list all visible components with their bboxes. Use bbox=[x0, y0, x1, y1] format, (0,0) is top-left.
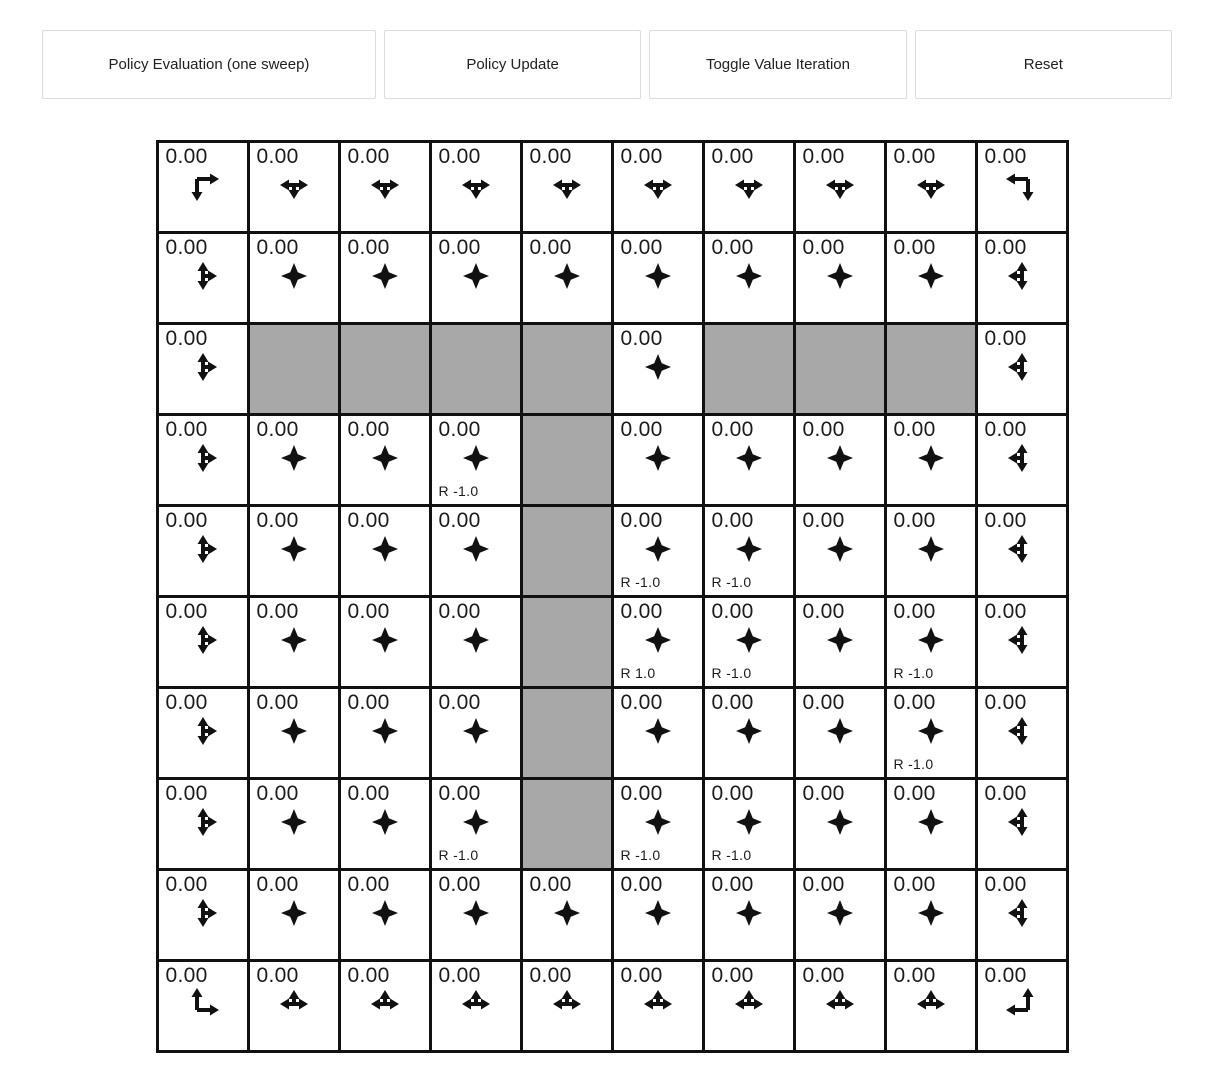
policy-arrows-icon bbox=[250, 259, 338, 293]
state-cell bbox=[887, 598, 978, 689]
state-cell bbox=[887, 507, 978, 598]
policy-arrows-icon bbox=[159, 441, 247, 475]
state-cell bbox=[887, 234, 978, 325]
reward-label: R -1.0 bbox=[711, 665, 752, 681]
state-value: 0.00 bbox=[893, 691, 936, 714]
state-value: 0.00 bbox=[893, 145, 936, 168]
state-value: 0.00 bbox=[984, 782, 1027, 805]
reward-label: R -1.0 bbox=[893, 756, 934, 772]
policy-arrows-icon bbox=[887, 623, 975, 657]
state-cell bbox=[341, 143, 432, 234]
policy-arrows-icon bbox=[432, 259, 520, 293]
policy-arrows-icon bbox=[250, 896, 338, 930]
state-value: 0.00 bbox=[347, 418, 390, 441]
state-cell bbox=[159, 871, 250, 962]
state-value: 0.00 bbox=[802, 964, 845, 987]
state-cell bbox=[705, 780, 796, 871]
policy-arrows-icon bbox=[432, 623, 520, 657]
wall-cell bbox=[796, 325, 887, 416]
policy-arrows-icon bbox=[978, 350, 1066, 384]
policy-arrows-icon bbox=[796, 714, 884, 748]
state-value: 0.00 bbox=[984, 418, 1027, 441]
state-cell bbox=[523, 871, 614, 962]
wall-cell bbox=[432, 325, 523, 416]
policy-arrows-icon bbox=[887, 987, 975, 1021]
state-cell bbox=[341, 962, 432, 1053]
policy-arrows-icon bbox=[887, 532, 975, 566]
state-cell bbox=[614, 780, 705, 871]
policy-arrows-icon bbox=[250, 623, 338, 657]
state-value: 0.00 bbox=[984, 964, 1027, 987]
state-value: 0.00 bbox=[165, 418, 208, 441]
policy-arrows-icon bbox=[159, 987, 247, 1021]
state-value: 0.00 bbox=[165, 600, 208, 623]
toggle-value-iteration-button[interactable]: Toggle Value Iteration bbox=[649, 30, 906, 99]
policy-arrows-icon bbox=[159, 714, 247, 748]
state-cell bbox=[887, 962, 978, 1053]
state-cell bbox=[614, 962, 705, 1053]
policy-arrows-icon bbox=[341, 168, 429, 202]
policy-arrows-icon bbox=[887, 805, 975, 839]
state-value: 0.00 bbox=[620, 236, 663, 259]
state-value: 0.00 bbox=[256, 600, 299, 623]
policy-arrows-icon bbox=[978, 532, 1066, 566]
state-value: 0.00 bbox=[347, 782, 390, 805]
state-value: 0.00 bbox=[711, 782, 754, 805]
policy-arrows-icon bbox=[887, 896, 975, 930]
state-value: 0.00 bbox=[347, 691, 390, 714]
state-value: 0.00 bbox=[438, 873, 481, 896]
state-cell bbox=[887, 416, 978, 507]
wall-cell bbox=[523, 598, 614, 689]
state-cell bbox=[705, 416, 796, 507]
state-value: 0.00 bbox=[711, 964, 754, 987]
state-value: 0.00 bbox=[529, 964, 572, 987]
policy-arrows-icon bbox=[250, 805, 338, 839]
state-value: 0.00 bbox=[711, 145, 754, 168]
state-cell bbox=[978, 780, 1069, 871]
state-cell bbox=[796, 143, 887, 234]
state-value: 0.00 bbox=[256, 418, 299, 441]
policy-arrows-icon bbox=[978, 259, 1066, 293]
state-value: 0.00 bbox=[165, 873, 208, 896]
policy-arrows-icon bbox=[705, 441, 793, 475]
state-cell bbox=[887, 780, 978, 871]
wall-cell bbox=[705, 325, 796, 416]
state-value: 0.00 bbox=[893, 782, 936, 805]
policy-arrows-icon bbox=[341, 987, 429, 1021]
reset-button[interactable]: Reset bbox=[915, 30, 1172, 99]
state-cell bbox=[796, 871, 887, 962]
policy-arrows-icon bbox=[614, 896, 702, 930]
policy-arrows-icon bbox=[978, 441, 1066, 475]
policy-arrows-icon bbox=[341, 896, 429, 930]
state-value: 0.00 bbox=[893, 873, 936, 896]
state-cell bbox=[159, 143, 250, 234]
state-value: 0.00 bbox=[529, 873, 572, 896]
state-cell bbox=[614, 598, 705, 689]
state-value: 0.00 bbox=[347, 964, 390, 987]
state-cell bbox=[796, 689, 887, 780]
policy-arrows-icon bbox=[705, 168, 793, 202]
policy-arrows-icon bbox=[887, 714, 975, 748]
state-value: 0.00 bbox=[620, 327, 663, 350]
state-cell bbox=[159, 689, 250, 780]
state-value: 0.00 bbox=[165, 145, 208, 168]
state-cell bbox=[432, 143, 523, 234]
policy-arrows-icon bbox=[523, 168, 611, 202]
state-value: 0.00 bbox=[256, 964, 299, 987]
state-value: 0.00 bbox=[165, 691, 208, 714]
state-value: 0.00 bbox=[893, 236, 936, 259]
reward-label: R -1.0 bbox=[711, 847, 752, 863]
state-value: 0.00 bbox=[802, 782, 845, 805]
state-value: 0.00 bbox=[438, 145, 481, 168]
state-cell bbox=[978, 325, 1069, 416]
policy-arrows-icon bbox=[978, 987, 1066, 1021]
policy-arrows-icon bbox=[796, 896, 884, 930]
state-cell bbox=[159, 962, 250, 1053]
state-value: 0.00 bbox=[620, 418, 663, 441]
state-cell bbox=[159, 598, 250, 689]
state-cell bbox=[250, 234, 341, 325]
state-value: 0.00 bbox=[256, 509, 299, 532]
policy-arrows-icon bbox=[432, 168, 520, 202]
state-value: 0.00 bbox=[984, 509, 1027, 532]
state-cell bbox=[978, 962, 1069, 1053]
policy-arrows-icon bbox=[159, 350, 247, 384]
state-cell bbox=[978, 234, 1069, 325]
state-value: 0.00 bbox=[711, 509, 754, 532]
state-cell bbox=[614, 234, 705, 325]
policy-evaluation-button[interactable]: Policy Evaluation (one sweep) bbox=[42, 30, 376, 99]
wall-cell bbox=[887, 325, 978, 416]
state-value: 0.00 bbox=[438, 418, 481, 441]
policy-arrows-icon bbox=[705, 805, 793, 839]
state-value: 0.00 bbox=[802, 509, 845, 532]
policy-arrows-icon bbox=[978, 714, 1066, 748]
state-value: 0.00 bbox=[620, 600, 663, 623]
state-cell bbox=[159, 325, 250, 416]
state-value: 0.00 bbox=[711, 600, 754, 623]
policy-arrows-icon bbox=[432, 987, 520, 1021]
state-value: 0.00 bbox=[256, 145, 299, 168]
state-cell bbox=[523, 143, 614, 234]
state-value: 0.00 bbox=[256, 873, 299, 896]
state-value: 0.00 bbox=[984, 236, 1027, 259]
state-value: 0.00 bbox=[438, 782, 481, 805]
state-value: 0.00 bbox=[347, 873, 390, 896]
state-value: 0.00 bbox=[438, 509, 481, 532]
policy-arrows-icon bbox=[705, 532, 793, 566]
state-cell bbox=[978, 416, 1069, 507]
state-value: 0.00 bbox=[893, 509, 936, 532]
policy-arrows-icon bbox=[705, 987, 793, 1021]
state-cell bbox=[796, 507, 887, 598]
policy-arrows-icon bbox=[341, 805, 429, 839]
state-value: 0.00 bbox=[529, 236, 572, 259]
wall-cell bbox=[523, 416, 614, 507]
state-value: 0.00 bbox=[620, 964, 663, 987]
policy-arrows-icon bbox=[523, 896, 611, 930]
state-cell bbox=[341, 689, 432, 780]
state-cell bbox=[705, 962, 796, 1053]
policy-arrows-icon bbox=[705, 896, 793, 930]
wall-cell bbox=[341, 325, 432, 416]
state-cell bbox=[432, 689, 523, 780]
policy-arrows-icon bbox=[796, 532, 884, 566]
state-value: 0.00 bbox=[529, 145, 572, 168]
state-value: 0.00 bbox=[893, 964, 936, 987]
policy-arrows-icon bbox=[432, 441, 520, 475]
state-cell bbox=[614, 689, 705, 780]
state-value: 0.00 bbox=[256, 782, 299, 805]
policy-arrows-icon bbox=[159, 896, 247, 930]
policy-arrows-icon bbox=[432, 896, 520, 930]
state-value: 0.00 bbox=[802, 236, 845, 259]
policy-arrows-icon bbox=[614, 441, 702, 475]
state-cell bbox=[978, 143, 1069, 234]
policy-arrows-icon bbox=[705, 623, 793, 657]
state-cell bbox=[796, 780, 887, 871]
state-value: 0.00 bbox=[165, 236, 208, 259]
state-value: 0.00 bbox=[802, 691, 845, 714]
state-cell bbox=[705, 234, 796, 325]
wall-cell bbox=[523, 325, 614, 416]
policy-arrows-icon bbox=[887, 441, 975, 475]
toolbar bbox=[0, 0, 1224, 99]
policy-arrows-icon bbox=[978, 896, 1066, 930]
policy-arrows-icon bbox=[341, 441, 429, 475]
state-cell bbox=[523, 962, 614, 1053]
policy-arrows-icon bbox=[159, 168, 247, 202]
state-cell bbox=[978, 689, 1069, 780]
state-cell bbox=[796, 416, 887, 507]
state-cell bbox=[250, 416, 341, 507]
state-cell bbox=[432, 780, 523, 871]
state-cell bbox=[341, 507, 432, 598]
reward-label: R -1.0 bbox=[711, 574, 752, 590]
state-cell bbox=[159, 234, 250, 325]
state-value: 0.00 bbox=[620, 145, 663, 168]
policy-arrows-icon bbox=[705, 714, 793, 748]
state-value: 0.00 bbox=[984, 691, 1027, 714]
reward-label: R -1.0 bbox=[438, 847, 479, 863]
state-value: 0.00 bbox=[256, 236, 299, 259]
policy-arrows-icon bbox=[796, 623, 884, 657]
policy-arrows-icon bbox=[796, 987, 884, 1021]
state-value: 0.00 bbox=[165, 509, 208, 532]
policy-update-button[interactable]: Policy Update bbox=[384, 30, 641, 99]
state-value: 0.00 bbox=[347, 236, 390, 259]
reward-label: R -1.0 bbox=[893, 665, 934, 681]
state-value: 0.00 bbox=[893, 600, 936, 623]
state-value: 0.00 bbox=[984, 873, 1027, 896]
state-value: 0.00 bbox=[984, 600, 1027, 623]
policy-arrows-icon bbox=[978, 623, 1066, 657]
state-cell bbox=[796, 962, 887, 1053]
state-cell bbox=[341, 598, 432, 689]
state-value: 0.00 bbox=[347, 145, 390, 168]
state-cell bbox=[978, 871, 1069, 962]
state-cell bbox=[250, 871, 341, 962]
state-cell bbox=[341, 780, 432, 871]
policy-arrows-icon bbox=[887, 259, 975, 293]
policy-arrows-icon bbox=[614, 623, 702, 657]
state-cell bbox=[614, 871, 705, 962]
state-cell bbox=[250, 689, 341, 780]
policy-arrows-icon bbox=[159, 805, 247, 839]
policy-arrows-icon bbox=[614, 805, 702, 839]
state-cell bbox=[705, 689, 796, 780]
state-cell bbox=[796, 598, 887, 689]
state-cell bbox=[523, 234, 614, 325]
state-cell bbox=[978, 507, 1069, 598]
state-value: 0.00 bbox=[438, 236, 481, 259]
policy-arrows-icon bbox=[159, 623, 247, 657]
state-value: 0.00 bbox=[893, 418, 936, 441]
policy-arrows-icon bbox=[341, 259, 429, 293]
wall-cell bbox=[250, 325, 341, 416]
state-cell bbox=[432, 962, 523, 1053]
state-cell bbox=[159, 507, 250, 598]
state-value: 0.00 bbox=[165, 327, 208, 350]
policy-arrows-icon bbox=[250, 168, 338, 202]
policy-arrows-icon bbox=[250, 532, 338, 566]
state-value: 0.00 bbox=[438, 691, 481, 714]
policy-arrows-icon bbox=[250, 987, 338, 1021]
policy-arrows-icon bbox=[978, 805, 1066, 839]
policy-arrows-icon bbox=[614, 168, 702, 202]
reward-label: R -1.0 bbox=[438, 483, 479, 499]
state-value: 0.00 bbox=[802, 873, 845, 896]
state-cell bbox=[887, 689, 978, 780]
policy-arrows-icon bbox=[159, 532, 247, 566]
policy-arrows-icon bbox=[614, 350, 702, 384]
state-cell bbox=[250, 507, 341, 598]
state-cell bbox=[796, 234, 887, 325]
wall-cell bbox=[523, 780, 614, 871]
state-value: 0.00 bbox=[347, 509, 390, 532]
state-cell bbox=[432, 234, 523, 325]
state-value: 0.00 bbox=[711, 236, 754, 259]
state-cell bbox=[159, 780, 250, 871]
policy-arrows-icon bbox=[796, 441, 884, 475]
state-cell bbox=[432, 507, 523, 598]
wall-cell bbox=[523, 507, 614, 598]
policy-arrows-icon bbox=[341, 532, 429, 566]
state-value: 0.00 bbox=[165, 782, 208, 805]
wall-cell bbox=[523, 689, 614, 780]
policy-arrows-icon bbox=[796, 805, 884, 839]
state-cell bbox=[705, 143, 796, 234]
policy-arrows-icon bbox=[796, 168, 884, 202]
state-cell bbox=[250, 598, 341, 689]
state-cell bbox=[341, 871, 432, 962]
state-value: 0.00 bbox=[347, 600, 390, 623]
state-cell bbox=[887, 143, 978, 234]
policy-arrows-icon bbox=[341, 623, 429, 657]
reward-label: R -1.0 bbox=[620, 847, 661, 863]
state-value: 0.00 bbox=[620, 873, 663, 896]
state-value: 0.00 bbox=[711, 691, 754, 714]
state-cell bbox=[614, 507, 705, 598]
state-cell bbox=[705, 507, 796, 598]
state-value: 0.00 bbox=[620, 691, 663, 714]
state-cell bbox=[250, 780, 341, 871]
state-value: 0.00 bbox=[620, 782, 663, 805]
policy-arrows-icon bbox=[432, 805, 520, 839]
policy-arrows-icon bbox=[250, 714, 338, 748]
state-cell bbox=[614, 325, 705, 416]
policy-arrows-icon bbox=[614, 259, 702, 293]
state-value: 0.00 bbox=[256, 691, 299, 714]
policy-arrows-icon bbox=[978, 168, 1066, 202]
state-cell bbox=[250, 962, 341, 1053]
policy-arrows-icon bbox=[432, 714, 520, 748]
state-cell bbox=[887, 871, 978, 962]
policy-arrows-icon bbox=[887, 168, 975, 202]
reward-label: R -1.0 bbox=[620, 574, 661, 590]
policy-arrows-icon bbox=[159, 259, 247, 293]
policy-arrows-icon bbox=[523, 259, 611, 293]
gridworld-grid bbox=[156, 140, 1069, 1053]
state-cell bbox=[705, 598, 796, 689]
state-cell bbox=[978, 598, 1069, 689]
state-cell bbox=[432, 598, 523, 689]
state-value: 0.00 bbox=[802, 418, 845, 441]
policy-arrows-icon bbox=[614, 987, 702, 1021]
state-cell bbox=[432, 871, 523, 962]
reward-label: R 1.0 bbox=[620, 665, 656, 681]
state-value: 0.00 bbox=[984, 145, 1027, 168]
state-value: 0.00 bbox=[438, 964, 481, 987]
state-cell bbox=[250, 143, 341, 234]
state-cell bbox=[614, 143, 705, 234]
state-value: 0.00 bbox=[438, 600, 481, 623]
state-value: 0.00 bbox=[711, 418, 754, 441]
policy-arrows-icon bbox=[796, 259, 884, 293]
state-value: 0.00 bbox=[984, 327, 1027, 350]
state-cell bbox=[705, 871, 796, 962]
policy-arrows-icon bbox=[523, 987, 611, 1021]
state-cell bbox=[432, 416, 523, 507]
state-cell bbox=[341, 416, 432, 507]
policy-arrows-icon bbox=[614, 714, 702, 748]
state-value: 0.00 bbox=[620, 509, 663, 532]
state-value: 0.00 bbox=[165, 964, 208, 987]
policy-arrows-icon bbox=[341, 714, 429, 748]
state-cell bbox=[614, 416, 705, 507]
state-value: 0.00 bbox=[711, 873, 754, 896]
policy-arrows-icon bbox=[250, 441, 338, 475]
state-cell bbox=[159, 416, 250, 507]
state-value: 0.00 bbox=[802, 600, 845, 623]
policy-arrows-icon bbox=[432, 532, 520, 566]
policy-arrows-icon bbox=[614, 532, 702, 566]
state-cell bbox=[341, 234, 432, 325]
state-value: 0.00 bbox=[802, 145, 845, 168]
policy-arrows-icon bbox=[705, 259, 793, 293]
